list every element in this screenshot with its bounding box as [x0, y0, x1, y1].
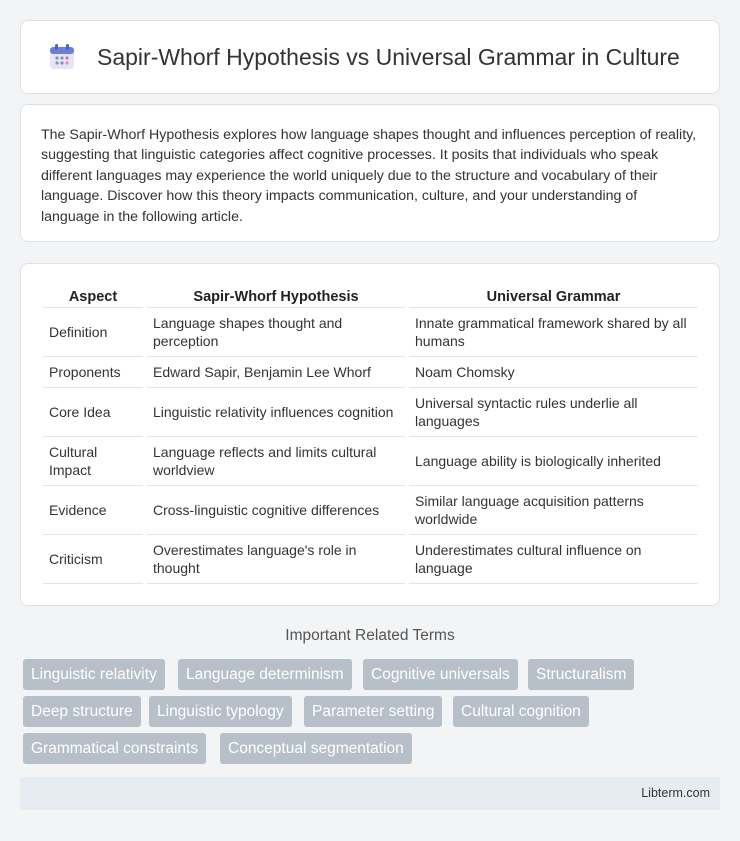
column-header-universal-grammar: Universal Grammar	[409, 284, 698, 308]
table-row	[43, 535, 698, 584]
header-card	[20, 20, 720, 94]
table-cell-aspect: Cultural Impact	[43, 437, 143, 486]
page-title: Sapir-Whorf Hypothesis vs Universal Grammar in Culture	[97, 43, 680, 70]
table-cell-universal-grammar: Underestimates cultural influence on language	[409, 535, 698, 584]
table-cell-universal-grammar: Language ability is biologically inherited	[409, 437, 698, 486]
table-cell-sapir-whorf: Language reflects and limits cultural worldview	[147, 437, 405, 486]
tag-linguistic-relativity[interactable]: Linguistic relativity	[23, 659, 165, 690]
footer-site-link[interactable]: Libterm.com	[641, 786, 710, 800]
table-cell-aspect: Definition	[43, 308, 143, 357]
table-cell-universal-grammar: Universal syntactic rules underlie all languages	[409, 388, 698, 437]
column-header-aspect: Aspect	[43, 284, 143, 308]
table-cell-sapir-whorf: Linguistic relativity influences cognition	[147, 388, 405, 437]
comparison-table	[39, 284, 702, 584]
tag-structuralism[interactable]: Structuralism	[528, 659, 634, 690]
tag-grammatical-constraints[interactable]: Grammatical constraints	[23, 733, 206, 764]
table-row	[43, 388, 698, 437]
table-cell-sapir-whorf: Language shapes thought and perception	[147, 308, 405, 357]
table-cell-sapir-whorf: Edward Sapir, Benjamin Lee Whorf	[147, 357, 405, 388]
tag-conceptual-segmentation[interactable]: Conceptual segmentation	[220, 733, 412, 764]
tag-cultural-cognition[interactable]: Cultural cognition	[453, 696, 589, 727]
table-cell-aspect: Evidence	[43, 486, 143, 535]
comparison-table-card	[20, 263, 720, 606]
table-header-row	[43, 284, 698, 308]
table-cell-universal-grammar: Similar language acquisition patterns worldwide	[409, 486, 698, 535]
column-header-sapir-whorf: Sapir-Whorf Hypothesis	[147, 284, 405, 308]
table-cell-aspect: Criticism	[43, 535, 143, 584]
table-cell-sapir-whorf: Overestimates language's role in thought	[147, 535, 405, 584]
table-cell-sapir-whorf: Cross-linguistic cognitive differences	[147, 486, 405, 535]
table-cell-aspect: Proponents	[43, 357, 143, 388]
table-cell-universal-grammar: Noam Chomsky	[409, 357, 698, 388]
table-cell-universal-grammar: Innate grammatical framework shared by all humans	[409, 308, 698, 357]
tag-deep-structure[interactable]: Deep structure	[23, 696, 141, 727]
intro-paragraph: The Sapir-Whorf Hypothesis explores how language shapes thought and influences perception of reality, suggesting that linguistic categories affect cognitive processes. It posits that individuals who speak different languages may experience the world uniquely due to the structure and vocabulary of their language. Discover how this theory impacts communication, culture, and your understanding of language in the following article.	[41, 127, 697, 225]
tag-cognitive-universals[interactable]: Cognitive universals	[363, 659, 518, 690]
tag-linguistic-typology[interactable]: Linguistic typology	[149, 696, 292, 727]
footer	[20, 777, 720, 810]
table-row	[43, 437, 698, 486]
calendar-icon	[47, 42, 77, 72]
tag-parameter-setting[interactable]: Parameter setting	[304, 696, 442, 727]
table-row	[43, 357, 698, 388]
table-row	[43, 486, 698, 535]
tag-language-determinism[interactable]: Language determinism	[178, 659, 352, 690]
intro-card	[20, 104, 720, 242]
table-row	[43, 308, 698, 357]
related-terms-title: Important Related Terms	[285, 627, 455, 644]
table-cell-aspect: Core Idea	[43, 388, 143, 437]
